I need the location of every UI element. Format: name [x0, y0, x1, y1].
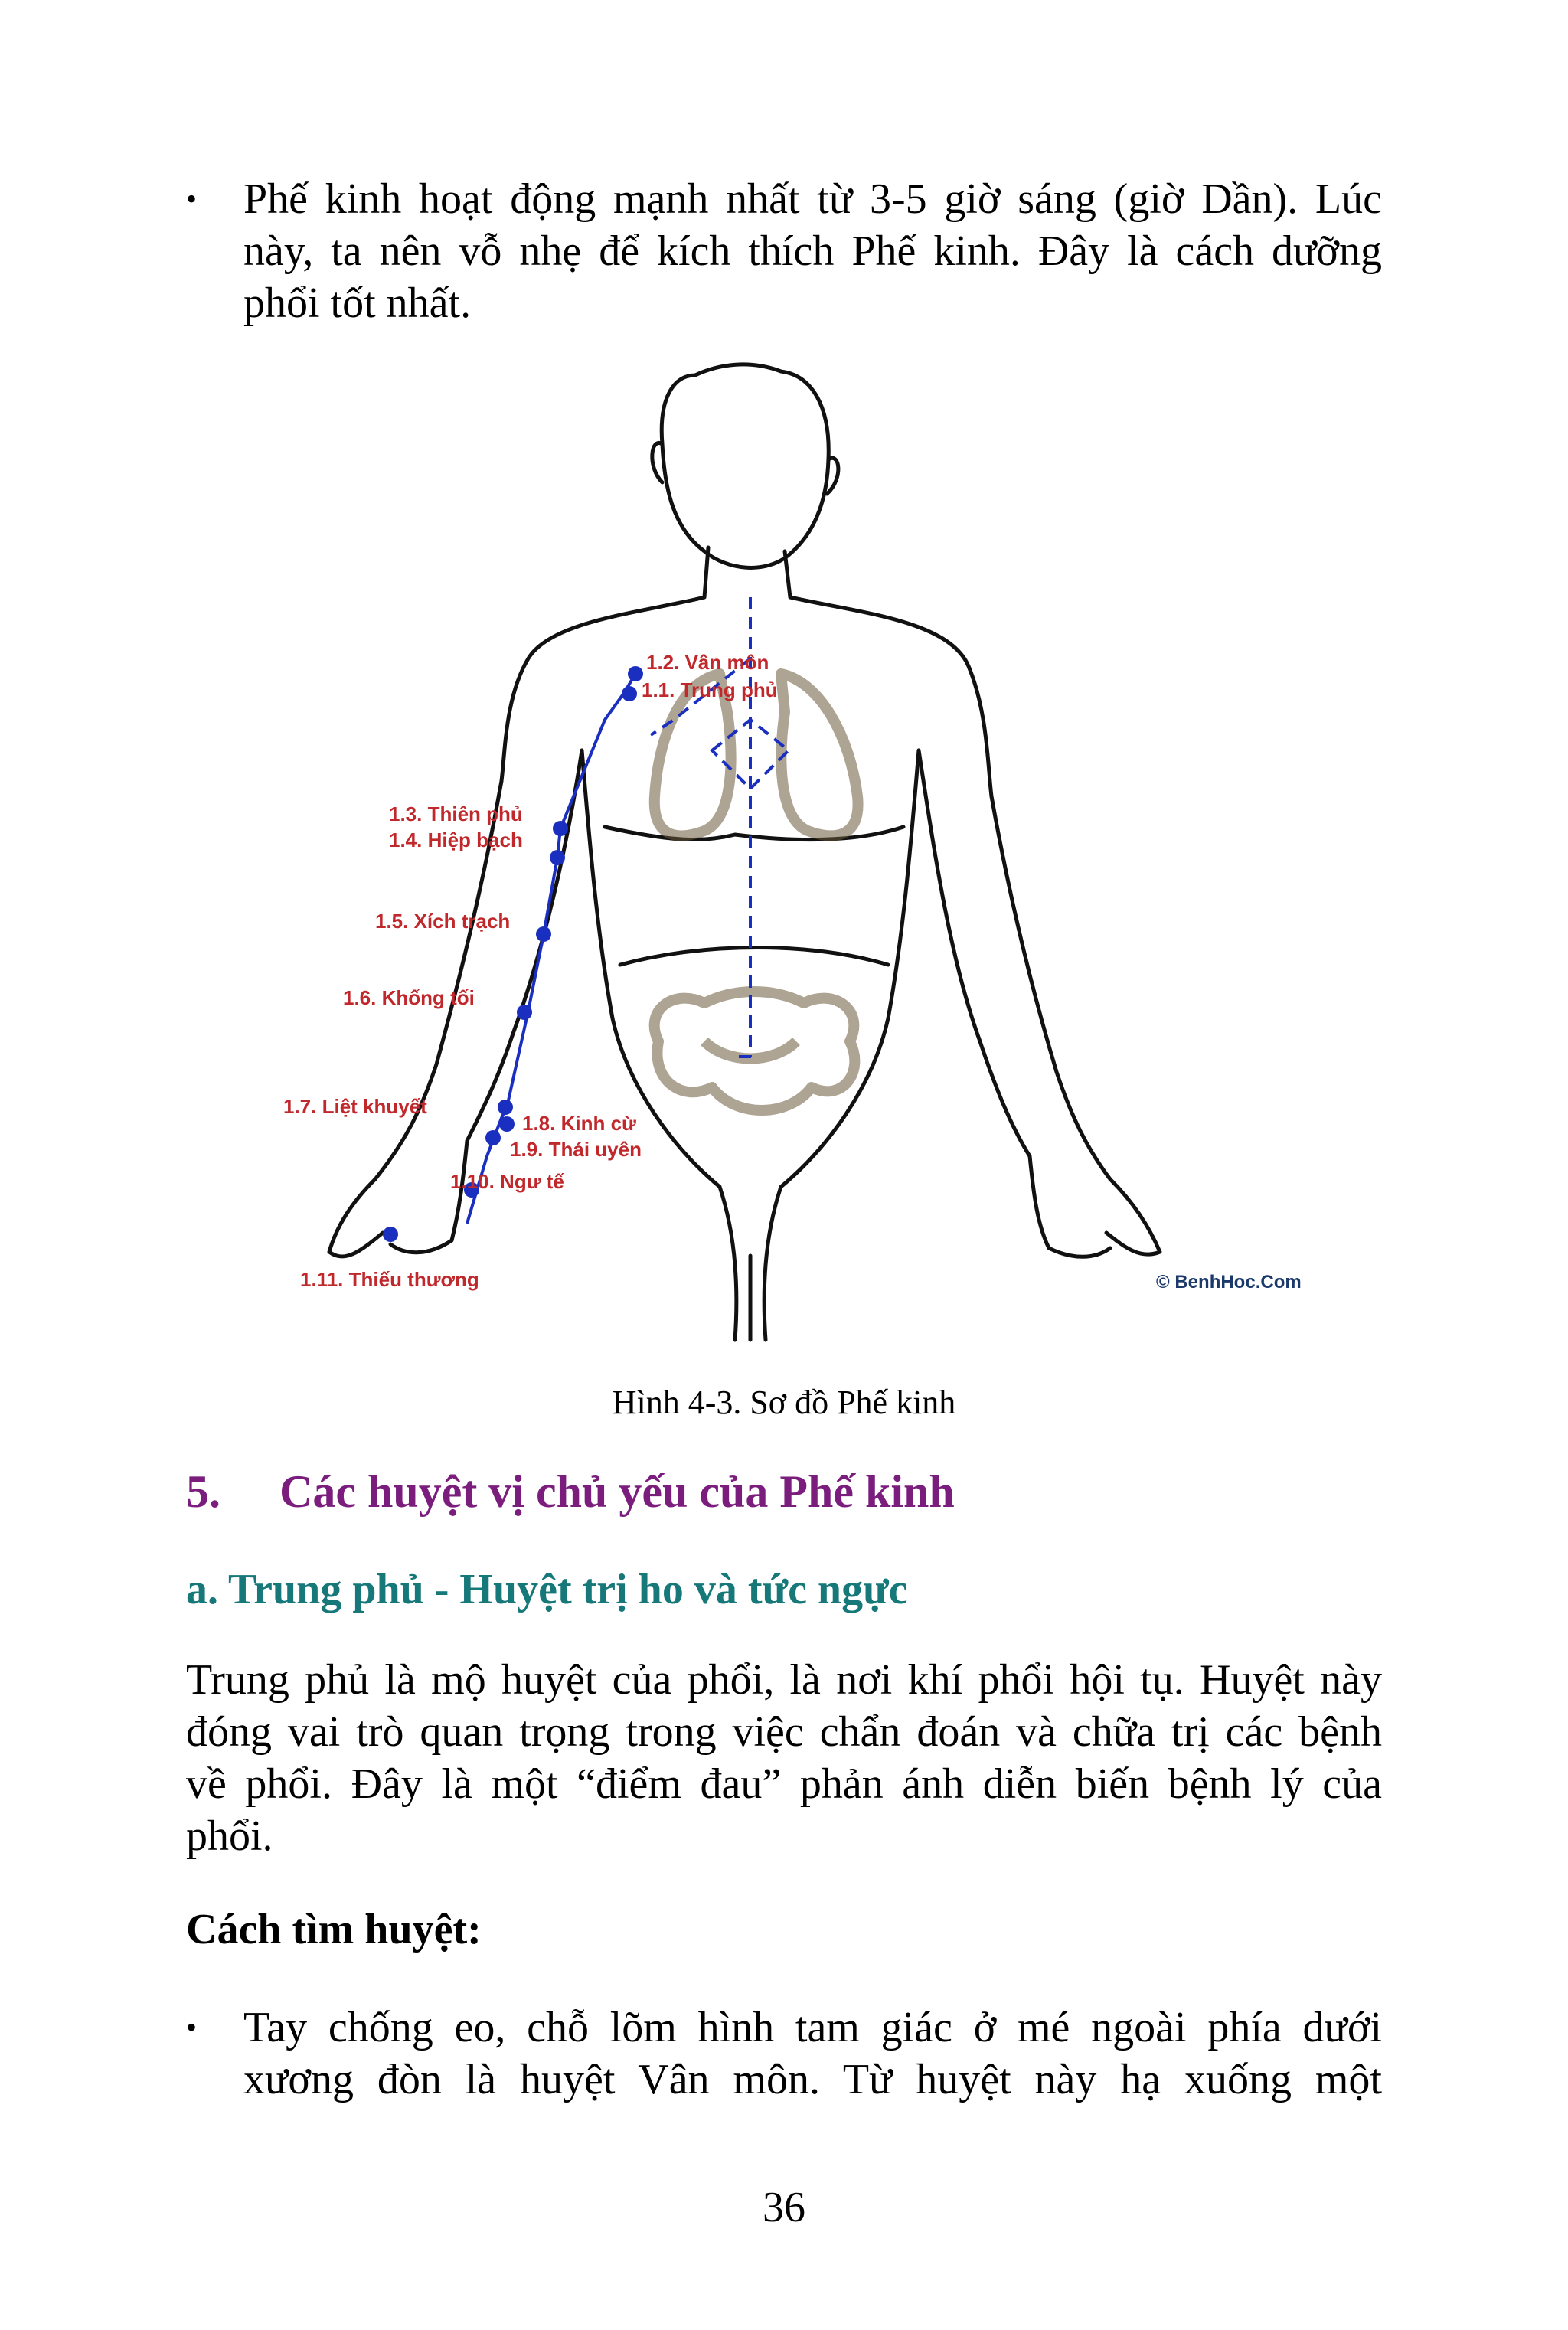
acupoint-label: 1.7. Liệt khuyết [283, 1095, 427, 1118]
section-heading [186, 1461, 955, 1522]
acupoint-marker [498, 1100, 513, 1115]
find-paragraph [243, 2002, 1382, 2106]
acupoint-label: 1.1. Trung phủ [642, 678, 778, 701]
section-number: 5. [186, 1466, 220, 1517]
acupoint-label: 1.8. Kinh cừ [522, 1112, 636, 1135]
acupoint-label: 1.5. Xích trạch [375, 910, 511, 933]
acupoint-marker [536, 926, 551, 942]
acupoint-label: 1.2. Vân môn [646, 651, 769, 674]
acupoint-label: 1.4. Hiệp bạch [389, 828, 523, 851]
acupoint-marker [383, 1227, 398, 1242]
acupoint-label: 1.11. Thiếu thương [300, 1268, 479, 1291]
acupoint-marker [553, 821, 568, 836]
text-line: về phổi. Đây là một “điểm đau” phản ánh diễn biến bệnh lý của [186, 1760, 1382, 1808]
watermark: © BenhHoc.Com [1156, 1272, 1302, 1292]
bullet-symbol: • [186, 2010, 198, 2044]
page-number: 36 [763, 2184, 805, 2231]
text-line: Phế kinh hoạt động mạnh nhất từ 3-5 giờ sáng (giờ Dần). Lúc [243, 175, 1382, 223]
text-line: phổi tốt nhất. [243, 279, 472, 327]
intro-paragraph [243, 173, 1382, 329]
text-line: này, ta nên vỗ nhẹ để kích thích Phế kinh. Đây là cách dưỡng [243, 227, 1382, 275]
bullet-symbol: • [186, 181, 198, 216]
acupoint-marker [517, 1005, 532, 1020]
text-line: đóng vai trò quan trọng trong việc chẩn đoán và chữa trị các bệnh [186, 1708, 1382, 1756]
acupoint-label: 1.9. Thái uyên [510, 1138, 642, 1161]
how-to-find-heading: Cách tìm huyệt: [186, 1906, 482, 1953]
acupoint-label: 1.3. Thiên phủ [389, 802, 523, 825]
acupoint-marker [485, 1130, 501, 1145]
acupoint-labels [283, 651, 778, 1291]
body-paragraph [186, 1654, 1382, 1862]
text-line: Trung phủ là mộ huyệt của phổi, là nơi khí phổi hội tụ. Huyệt này [186, 1656, 1382, 1704]
text-line: Tay chống eo, chỗ lõm hình tam giác ở mé ngoài phía dưới [243, 2004, 1382, 2051]
acupoint-marker [499, 1116, 514, 1132]
acupoint-marker [628, 666, 643, 681]
text-line: phổi. [186, 1812, 273, 1860]
acupoint-label: 1.10. Ngư tế [450, 1170, 564, 1193]
section-title: Các huyệt vị chủ yếu của Phế kinh [279, 1466, 955, 1517]
acupoint-label: 1.6. Khổng tối [343, 986, 475, 1009]
acupoint-layer [276, 352, 1363, 1348]
figure-caption: Hình 4-3. Sơ đồ Phế kinh [612, 1384, 956, 1421]
acupoint-marker [550, 850, 565, 865]
text-line: xương đòn là huyệt Vân môn. Từ huyệt này hạ xuống một [243, 2056, 1382, 2103]
acupoint-marker [622, 686, 637, 701]
subsection-heading: a. Trung phủ - Huyệt trị ho và tức ngực [186, 1566, 908, 1613]
